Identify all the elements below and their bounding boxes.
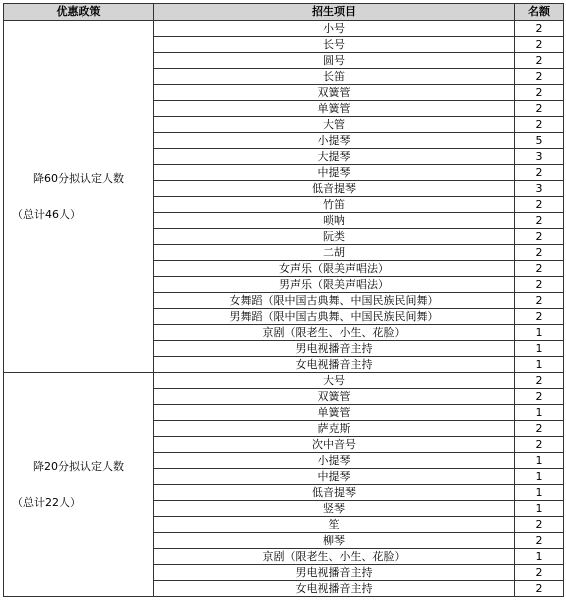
- project-cell: 大号: [154, 373, 515, 389]
- project-cell: 大提琴: [154, 149, 515, 165]
- policy-description: 降20分拟认定人数: [33, 459, 124, 473]
- header-row: [4, 4, 564, 21]
- project-cell: 长号: [154, 37, 515, 53]
- policy-cell: [4, 21, 154, 373]
- project-cell: 男电视播音主持: [154, 341, 515, 357]
- quota-cell: 1: [515, 485, 564, 501]
- quota-cell: 1: [515, 341, 564, 357]
- project-cell: 男舞蹈（限中国古典舞、中国民族民间舞）: [154, 309, 515, 325]
- quota-cell: 1: [515, 469, 564, 485]
- project-cell: 竹笛: [154, 197, 515, 213]
- project-cell: 中提琴: [154, 469, 515, 485]
- project-cell: 长笛: [154, 69, 515, 85]
- quota-cell: 1: [515, 405, 564, 421]
- project-cell: 单簧管: [154, 101, 515, 117]
- quota-cell: 2: [515, 37, 564, 53]
- quota-cell: 2: [515, 517, 564, 533]
- quota-cell: 2: [515, 117, 564, 133]
- project-cell: 萨克斯: [154, 421, 515, 437]
- project-cell: 小提琴: [154, 133, 515, 149]
- project-cell: 大管: [154, 117, 515, 133]
- quota-cell: 2: [515, 533, 564, 549]
- project-cell: 中提琴: [154, 165, 515, 181]
- project-cell: 京剧（限老生、小生、花脸）: [154, 325, 515, 341]
- quota-cell: 2: [515, 197, 564, 213]
- admission-quota-table: [3, 3, 564, 597]
- quota-cell: 2: [515, 581, 564, 597]
- project-cell: 二胡: [154, 245, 515, 261]
- table-row: [4, 21, 564, 37]
- policy-spacer: [8, 188, 149, 206]
- header-quota: 名额: [515, 4, 564, 21]
- project-cell: 笙: [154, 517, 515, 533]
- quota-cell: 2: [515, 261, 564, 277]
- header-project: 招生项目: [154, 4, 515, 21]
- quota-cell: 2: [515, 373, 564, 389]
- quota-cell: 1: [515, 549, 564, 565]
- project-cell: 唢呐: [154, 213, 515, 229]
- quota-cell: 1: [515, 357, 564, 373]
- quota-cell: 2: [515, 309, 564, 325]
- project-cell: 柳琴: [154, 533, 515, 549]
- project-cell: 次中音号: [154, 437, 515, 453]
- project-cell: 阮类: [154, 229, 515, 245]
- header-policy: 优惠政策: [4, 4, 154, 21]
- project-cell: 男电视播音主持: [154, 565, 515, 581]
- quota-cell: 2: [515, 437, 564, 453]
- quota-cell: 2: [515, 165, 564, 181]
- project-cell: 女舞蹈（限中国古典舞、中国民族民间舞）: [154, 293, 515, 309]
- project-cell: 小号: [154, 21, 515, 37]
- project-cell: 低音提琴: [154, 485, 515, 501]
- quota-cell: 2: [515, 213, 564, 229]
- quota-cell: 2: [515, 389, 564, 405]
- quota-cell: 5: [515, 133, 564, 149]
- policy-total: （总计46人）: [12, 207, 81, 221]
- quota-cell: 1: [515, 325, 564, 341]
- project-cell: 单簧管: [154, 405, 515, 421]
- project-cell: 小提琴: [154, 453, 515, 469]
- quota-cell: 2: [515, 245, 564, 261]
- project-cell: 竖琴: [154, 501, 515, 517]
- project-cell: 男声乐（限美声唱法）: [154, 277, 515, 293]
- policy-description: 降60分拟认定人数: [33, 171, 124, 185]
- admission-table-container: [3, 3, 564, 597]
- quota-cell: 1: [515, 501, 564, 517]
- table-body: [4, 21, 564, 597]
- quota-cell: 2: [515, 421, 564, 437]
- quota-cell: 2: [515, 229, 564, 245]
- quota-cell: 1: [515, 453, 564, 469]
- quota-cell: 2: [515, 53, 564, 69]
- project-cell: 低音提琴: [154, 181, 515, 197]
- quota-cell: 2: [515, 565, 564, 581]
- policy-cell: [4, 373, 154, 597]
- quota-cell: 2: [515, 277, 564, 293]
- project-cell: 女声乐（限美声唱法）: [154, 261, 515, 277]
- project-cell: 京剧（限老生、小生、花脸）: [154, 549, 515, 565]
- quota-cell: 3: [515, 181, 564, 197]
- project-cell: 女电视播音主持: [154, 357, 515, 373]
- quota-cell: 3: [515, 149, 564, 165]
- policy-spacer: [8, 476, 149, 494]
- project-cell: 圆号: [154, 53, 515, 69]
- policy-total: （总计22人）: [12, 495, 81, 509]
- project-cell: 双簧管: [154, 85, 515, 101]
- quota-cell: 2: [515, 293, 564, 309]
- quota-cell: 2: [515, 21, 564, 37]
- quota-cell: 2: [515, 101, 564, 117]
- quota-cell: 2: [515, 85, 564, 101]
- project-cell: 女电视播音主持: [154, 581, 515, 597]
- quota-cell: 2: [515, 69, 564, 85]
- table-row: [4, 373, 564, 389]
- project-cell: 双簧管: [154, 389, 515, 405]
